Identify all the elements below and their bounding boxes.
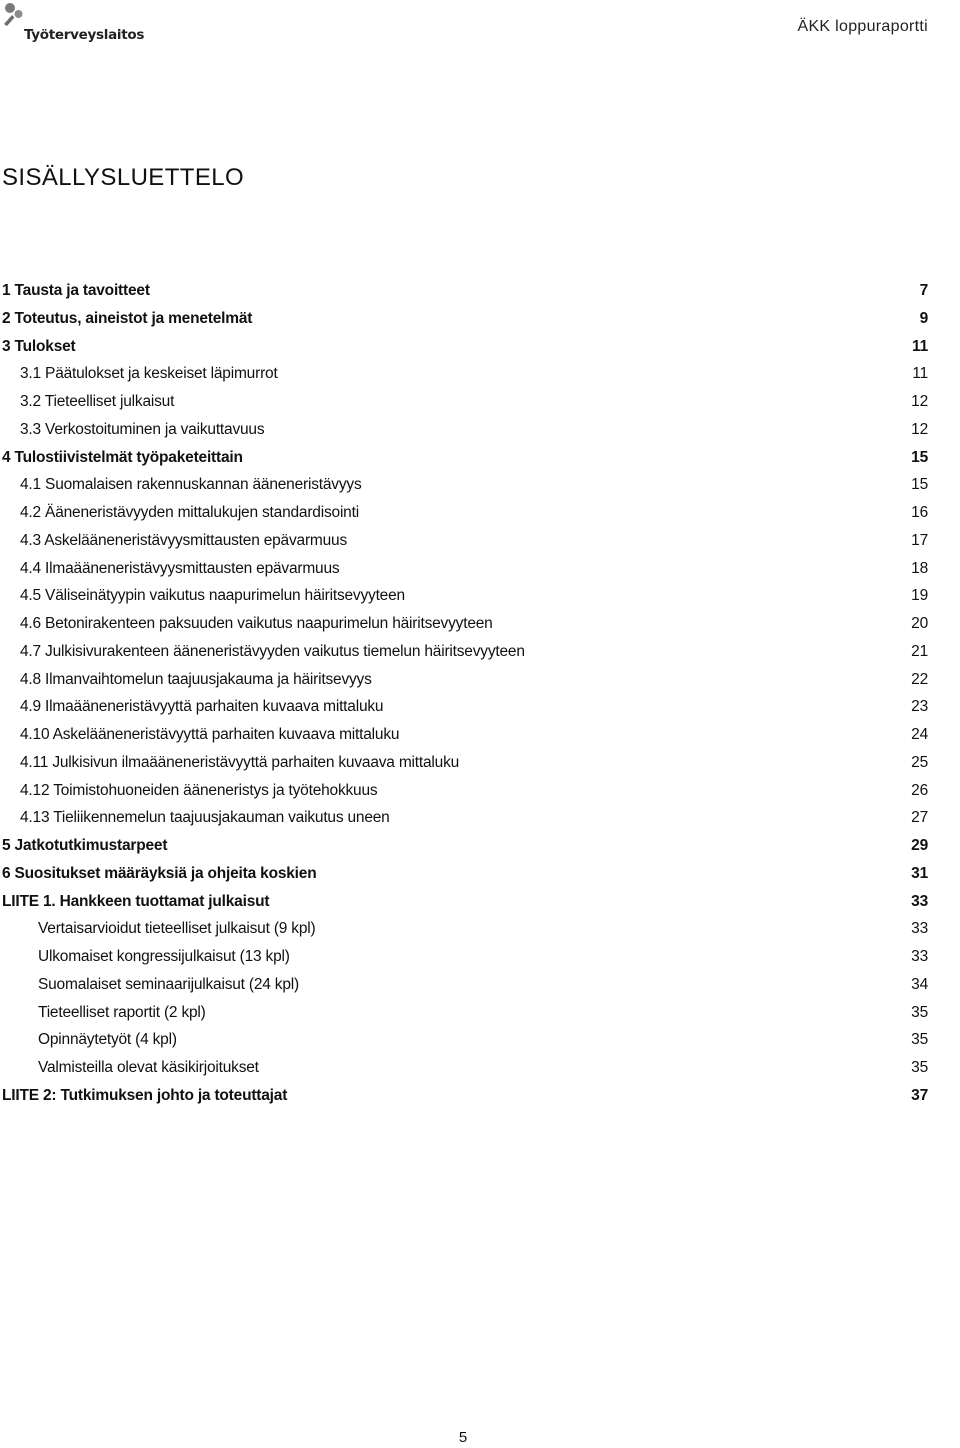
toc-entry-title: 3.2 Tieteelliset julkaisut — [20, 393, 175, 410]
toc-entry — [2, 638, 928, 666]
toc-entry — [2, 471, 928, 499]
toc-entry-page: 26 — [911, 781, 928, 799]
toc-entry — [2, 804, 928, 832]
toc-entry-title: 1 Tausta ja tavoitteet — [2, 282, 150, 299]
toc-entry — [2, 693, 928, 721]
table-of-contents — [2, 277, 928, 1110]
toc-entry-page: 21 — [911, 642, 928, 660]
toc-entry — [2, 555, 928, 583]
toc-entry-title: 4.4 Ilmaääneneristävyysmittausten epävarmuus — [20, 559, 340, 577]
toc-entry-title: 4.10 Askelääneneristävyyttä parhaiten kuvaava mittaluku — [20, 726, 400, 743]
logo-wordmark: Työterveyslaitos — [24, 27, 145, 43]
toc-entry-page: 23 — [911, 698, 928, 716]
toc-entry-title: 4.3 Askelääneneristävyysmittausten epävarmuus — [20, 531, 348, 549]
toc-entry-title: 4.11 Julkisivun ilmaääneneristävyyttä parhaiten kuvaava mittaluku — [20, 753, 460, 771]
toc-entry-title: 4.1 Suomalaisen rakennuskannan ääneneristävyys — [20, 476, 362, 494]
toc-entry-title: 3.3 Verkostoituminen ja vaikuttavuus — [20, 420, 265, 438]
toc-entry-page: 33 — [911, 892, 928, 910]
toc-entry-title: Suomalaiset seminaarijulkaisut (24 kpl) — [38, 975, 299, 993]
logo — [2, 2, 152, 50]
toc-entry-page: 35 — [911, 1003, 928, 1021]
toc-entry-page: 35 — [911, 1031, 928, 1049]
page-number: 5 — [458, 1429, 468, 1446]
toc-entry-title: LIITE 1. Hankkeen tuottamat julkaisut — [2, 892, 270, 910]
toc-entry-page: 15 — [911, 448, 928, 466]
toc-entry — [2, 305, 928, 333]
toc-entry-page: 24 — [911, 726, 928, 743]
toc-entry — [2, 582, 928, 610]
toc-entry-title: 6 Suositukset määräyksiä ja ohjeita koskien — [2, 864, 317, 882]
toc-entry-title: Opinnäytetyöt (4 kpl) — [38, 1031, 177, 1049]
toc-entry-title: Ulkomaiset kongressijulkaisut (13 kpl) — [38, 948, 290, 965]
toc-entry — [2, 527, 928, 555]
toc-entry — [2, 888, 928, 916]
toc-entry-title: 4.5 Väliseinätyypin vaikutus naapurimelun häiritsevyyteen — [20, 587, 405, 605]
toc-entry-title: 3.1 Päätulokset ja keskeiset läpimurrot — [20, 365, 278, 383]
toc-entry-title: 4.13 Tieliikennemelun taajuusjakauman vaikutus uneen — [20, 809, 390, 827]
toc-entry-title: Valmisteilla olevat käsikirjoitukset — [38, 1059, 259, 1076]
toc-entry-page: 11 — [912, 337, 928, 355]
toc-entry-page: 7 — [919, 282, 928, 299]
toc-entry — [2, 499, 928, 527]
toc-entry-page: 17 — [911, 531, 928, 549]
toc-entry-page: 11 — [912, 365, 928, 383]
toc-entry — [2, 360, 928, 388]
toc-entry-title: 5 Jatkotutkimustarpeet — [2, 837, 168, 854]
toc-entry-title: 3 Tulokset — [2, 337, 76, 355]
toc-entry — [2, 1054, 928, 1082]
toc-entry-title: Vertaisarvioidut tieteelliset julkaisut (9 kpl) — [38, 920, 316, 938]
toc-entry-page: 19 — [911, 587, 928, 605]
toc-entry — [2, 416, 928, 444]
toc-entry — [2, 1026, 928, 1054]
toc-entry-page: 27 — [911, 809, 928, 827]
page-header — [0, 0, 960, 60]
toc-entry-title: 2 Toteutus, aineistot ja menetelmät — [2, 309, 253, 327]
toc-entry — [2, 333, 928, 361]
toc-entry-title: 4.8 Ilmanvaihtomelun taajuusjakauma ja häiritsevyys — [20, 670, 372, 688]
toc-entry-title: LIITE 2: Tutkimuksen johto ja toteuttajat — [2, 1086, 288, 1104]
toc-entry — [2, 943, 928, 971]
toc-entry-page: 15 — [911, 476, 928, 494]
toc-entry-page: 33 — [911, 920, 928, 938]
toc-entry — [2, 832, 928, 860]
toc-entry-title: Tieteelliset raportit (2 kpl) — [38, 1003, 206, 1021]
toc-entry — [2, 610, 928, 638]
toc-entry — [2, 388, 928, 416]
toc-entry — [2, 860, 928, 888]
toc-entry-page: 12 — [911, 393, 928, 410]
logo-mark-icon — [2, 2, 24, 28]
toc-entry — [2, 1082, 928, 1110]
toc-entry-page: 34 — [911, 975, 928, 993]
toc-entry-page: 37 — [911, 1086, 928, 1104]
toc-entry-page: 33 — [911, 948, 928, 965]
toc-entry-page: 12 — [911, 420, 928, 438]
toc-entry-title: 4.7 Julkisivurakenteen ääneneristävyyden vaikutus tiemelun häiritsevyyteen — [20, 642, 525, 660]
toc-entry — [2, 666, 928, 694]
toc-entry-title: 4.12 Toimistohuoneiden ääneneristys ja työtehokkuus — [20, 781, 378, 799]
toc-entry-title: 4.6 Betonirakenteen paksuuden vaikutus naapurimelun häiritsevyyteen — [20, 615, 493, 632]
toc-entry-page: 31 — [911, 864, 928, 882]
toc-entry-title: 4 Tulostiivistelmät työpaketeittain — [2, 448, 243, 466]
toc-heading: SISÄLLYSLUETTELO — [2, 164, 245, 191]
toc-entry — [2, 749, 928, 777]
toc-entry-title: 4.2 Ääneneristävyyden mittalukujen standardisointi — [20, 504, 359, 521]
toc-entry-title: 4.9 Ilmaääneneristävyyttä parhaiten kuvaava mittaluku — [20, 698, 384, 716]
document-title: ÄKK loppuraportti — [797, 18, 928, 35]
toc-entry-page: 18 — [911, 559, 928, 577]
toc-entry-page: 25 — [911, 753, 928, 771]
toc-entry — [2, 444, 928, 472]
toc-entry — [2, 915, 928, 943]
toc-entry-page: 29 — [911, 837, 928, 854]
toc-entry — [2, 777, 928, 805]
toc-entry-page: 16 — [911, 504, 928, 521]
toc-entry — [2, 971, 928, 999]
toc-entry — [2, 999, 928, 1027]
toc-entry-page: 9 — [919, 309, 928, 327]
toc-entry-page: 22 — [911, 670, 928, 688]
toc-entry-page: 20 — [911, 615, 928, 632]
toc-entry — [2, 721, 928, 749]
toc-entry — [2, 277, 928, 305]
toc-entry-page: 35 — [911, 1059, 928, 1076]
